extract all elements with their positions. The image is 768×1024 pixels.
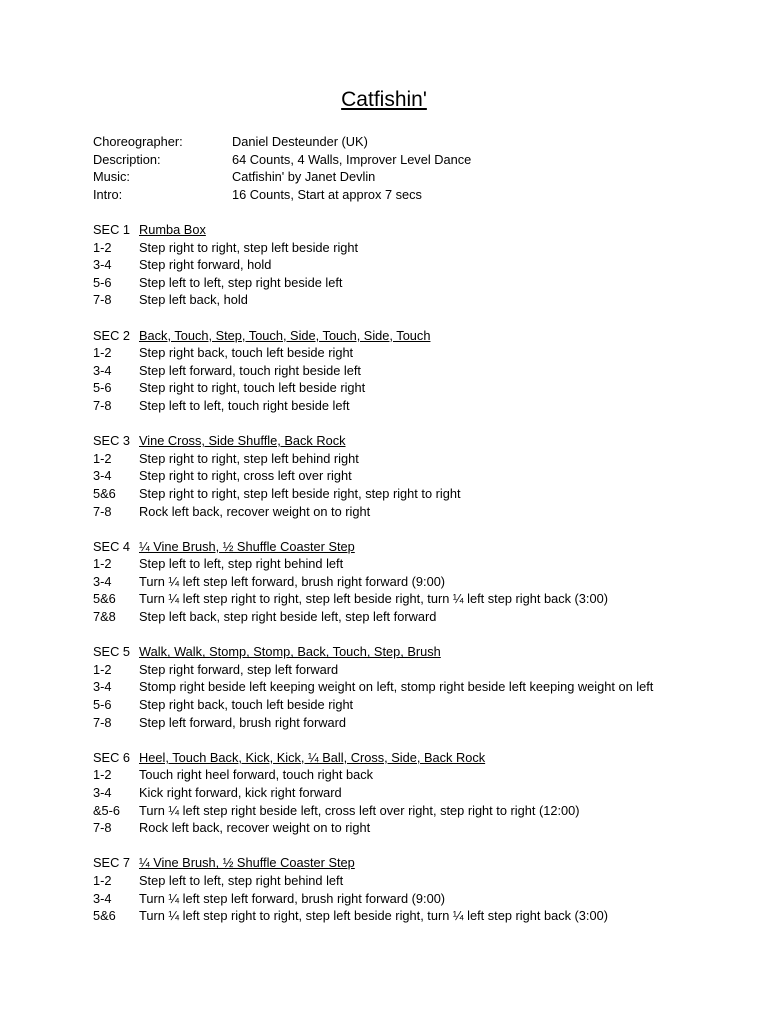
step-description: Rock left back, recover weight on to right [139,503,371,519]
step-description: Turn ¼ left step right to right, step left beside right, turn ¼ left step right back (3:00) [139,908,608,924]
step-description: Step left to left, step right behind left [139,556,344,572]
step-count: 5&6 [93,908,116,924]
section-heading [93,327,653,345]
section-1 [93,221,653,309]
section-3 [93,432,653,520]
step-description: Turn ¼ left step right to right, step left beside right, turn ¼ left step right back (3:00) [139,591,608,607]
step-description: Step right forward, step left forward [139,661,339,677]
page-title: Catfishin' [341,88,427,111]
step-count: 1-2 [93,767,112,783]
step-count: 7-8 [93,714,112,730]
step-description: Step right to right, step left beside right [139,239,359,255]
step-row [93,503,653,521]
step-row [93,291,653,309]
step-count: 7-8 [93,292,112,308]
step-description: Step left back, hold [139,292,248,308]
step-description: Stomp right beside left keeping weight on left, stomp right beside left keeping weight on left [139,679,654,695]
info-key: Music: [93,169,130,185]
step-row [93,890,653,908]
section-name: Heel, Touch Back, Kick, Kick, ¼ Ball, Cross, Side, Back Rock [139,749,486,765]
step-row [93,573,653,591]
info-key: Choreographer: [93,134,183,149]
info-row-choreographer [93,133,471,151]
step-description: Step right to right, step left beside right, step right to right [139,485,461,501]
step-row [93,467,653,485]
step-count: 5-6 [93,274,112,290]
section-2 [93,327,653,415]
step-description: Step right back, touch left beside right [139,697,354,713]
info-key: Intro: [93,186,123,202]
step-row [93,256,653,274]
section-name: Rumba Box [139,222,206,237]
section-heading [93,432,653,450]
step-description: Step left forward, touch right beside left [139,362,361,378]
step-count: 1-2 [93,661,112,677]
section-heading [93,538,653,556]
info-value: 16 Counts, Start at approx 7 secs [232,186,422,202]
step-row [93,362,653,380]
step-row [93,450,653,468]
step-row [93,819,653,837]
section-number: SEC 5 [93,644,130,660]
step-row [93,344,653,362]
step-count: 1-2 [93,345,112,361]
dance-info [93,133,471,203]
section-name: ¼ Vine Brush, ½ Shuffle Coaster Step [139,855,355,871]
section-number: SEC 1 [93,222,130,237]
step-row [93,907,653,925]
section-4 [93,538,653,626]
step-count: 3-4 [93,890,112,906]
step-row [93,485,653,503]
section-number: SEC 4 [93,538,130,554]
info-value: Daniel Desteunder (UK) [232,134,368,149]
step-row [93,274,653,292]
step-count: 3-4 [93,679,112,695]
info-row-description [93,151,471,169]
step-description: Step left to left, touch right beside left [139,397,350,413]
info-key: Description: [93,151,161,167]
step-count: &5-6 [93,802,121,818]
step-description: Rock left back, recover weight on to right [139,820,371,836]
step-count: 5-6 [93,380,112,396]
step-count: 3-4 [93,257,112,273]
step-count: 3-4 [93,573,112,589]
step-count: 7-8 [93,503,112,519]
step-description: Step left forward, brush right forward [139,714,346,730]
step-row [93,784,653,802]
step-count: 7&8 [93,609,116,625]
section-name: Vine Cross, Side Shuffle, Back Rock [139,433,346,449]
step-description: Kick right forward, kick right forward [139,785,342,800]
section-number: SEC 2 [93,327,130,343]
step-row [93,555,653,573]
section-7 [93,854,653,924]
step-count: 7-8 [93,397,112,413]
step-description: Step right to right, touch left beside right [139,380,366,396]
step-row [93,239,653,257]
info-row-music [93,168,471,186]
step-count: 3-4 [93,785,112,800]
step-description: Step right forward, hold [139,257,272,273]
step-row [93,766,653,784]
step-row [93,590,653,608]
step-count: 5&6 [93,485,116,501]
step-description: Turn ¼ left step left forward, brush right forward (9:00) [139,890,446,906]
section-heading [93,854,653,872]
step-description: Turn ¼ left step left forward, brush right forward (9:00) [139,573,446,589]
section-heading [93,221,653,239]
step-description: Step right to right, step left behind right [139,450,359,466]
step-description: Step left back, step right beside left, step left forward [139,609,437,625]
step-count: 5-6 [93,697,112,713]
section-heading [93,643,653,661]
step-row [93,608,653,626]
section-name: ¼ Vine Brush, ½ Shuffle Coaster Step [139,538,355,554]
step-count: 1-2 [93,872,112,888]
step-description: Step left to left, step right beside left [139,274,343,290]
section-name: Back, Touch, Step, Touch, Side, Touch, Side, Touch [139,327,431,343]
section-number: SEC 6 [93,749,130,765]
step-row [93,802,653,820]
section-name: Walk, Walk, Stomp, Stomp, Back, Touch, Step, Brush [139,644,441,660]
step-description: Touch right heel forward, touch right back [139,767,374,783]
section-number: SEC 7 [93,855,130,871]
step-description: Step right to right, cross left over right [139,468,352,484]
step-count: 5&6 [93,591,116,607]
step-row [93,714,653,732]
step-row [93,678,653,696]
step-description: Step right back, touch left beside right [139,345,354,361]
step-row [93,379,653,397]
step-row [93,872,653,890]
step-count: 1-2 [93,239,112,255]
info-value: Catfishin' by Janet Devlin [232,169,376,185]
info-value: 64 Counts, 4 Walls, Improver Level Dance [232,151,472,167]
step-description: Turn ¼ left step right beside left, cross left over right, step right to right (12:00) [139,802,580,818]
step-description: Step left to left, step right behind left [139,872,344,888]
step-count: 1-2 [93,556,112,572]
step-count: 1-2 [93,450,112,466]
info-row-intro [93,186,471,204]
section-6 [93,749,653,837]
section-number: SEC 3 [93,433,130,449]
step-row [93,661,653,679]
step-count: 7-8 [93,820,112,836]
step-count: 3-4 [93,468,112,484]
step-count: 3-4 [93,362,112,378]
step-row [93,397,653,415]
section-heading [93,749,653,767]
section-5 [93,643,653,731]
step-sections [93,221,653,942]
step-row [93,696,653,714]
